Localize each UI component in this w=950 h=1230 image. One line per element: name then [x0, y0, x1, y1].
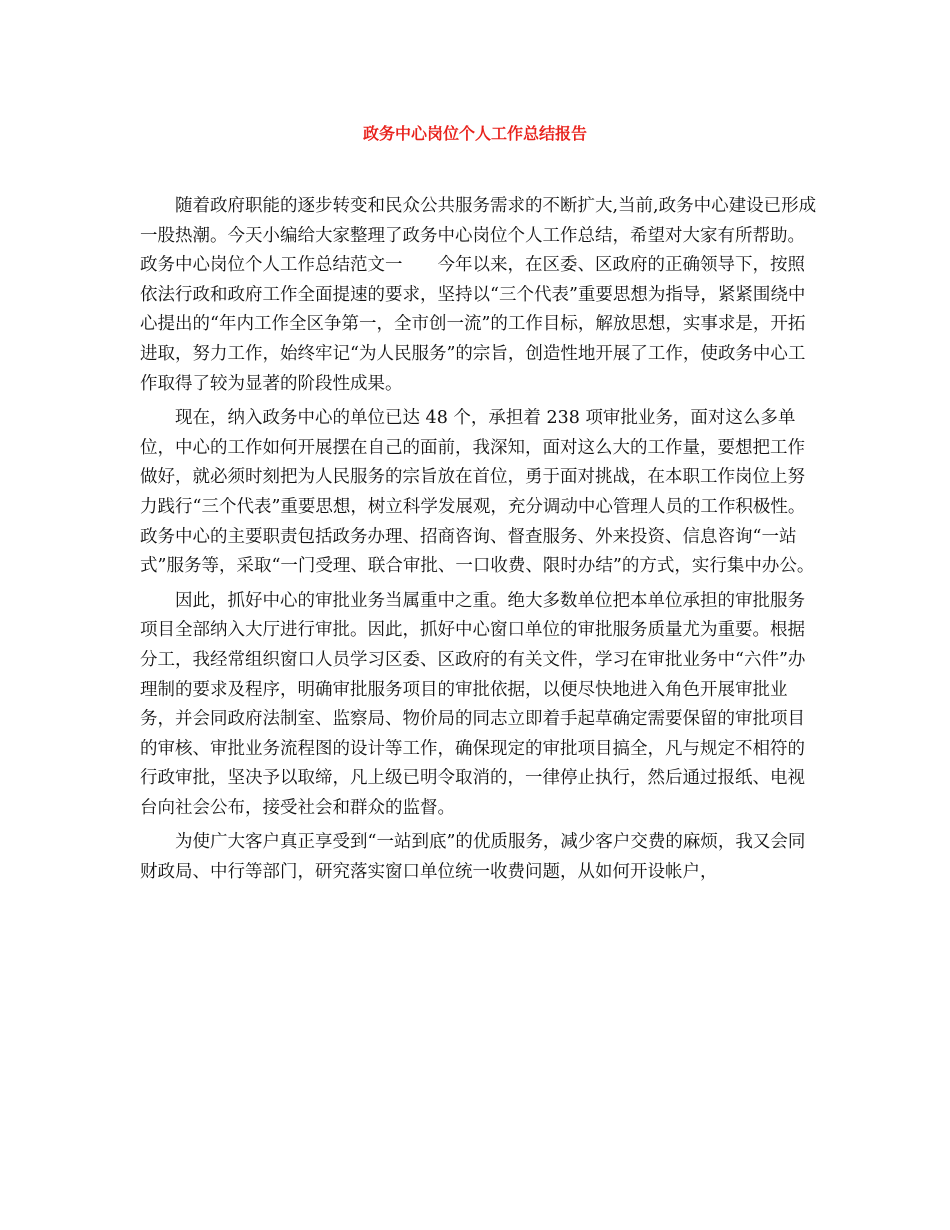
paragraph-fees: 为使广大客户真正享受到“一站到底”的优质服务，减少客户交费的麻烦，我又会同财政局、中行等部门，研究落实窗口单位统一收费问题，从如何开设帐户，: [140, 832, 806, 883]
paragraph-intro: 随着政府职能的逐步转变和民众公共服务需求的不断扩大,当前,政务中心建设已形成一股热潮。今天小编给大家整理了政务中心岗位个人工作总结，希望对大家有所帮助。: [140, 196, 817, 246]
paragraph-sample-one: 政务中心岗位个人工作总结范文一 今年以来，在区委、区政府的正确领导下，按照依法行政和政府工作全面提速的要求，坚持以“三个代表”重要思想为指导，紧紧围绕中心提出的“年内工作全区争第一，全市创一流”的工作目标，解放思想，实事求是，开拓进取，努力工作，始终牢记“为人民服务”的宗旨，创造性地开展了工作，使政务中心工作取得了较为显著的阶段性成果。: [140, 255, 806, 394]
paragraph-approval: 因此，抓好中心的审批业务当属重中之重。绝大多数单位把本单位承担的审批服务项目全部纳入大厅进行审批。因此，抓好中心窗口单位的审批服务质量尤为重要。根据分工，我经常组织窗口人员学习区委、区政府的有关文件，学习在审批业务中“六件”办理制的要求及程序，明确审批服务项目的审批依据，以便尽快地进入角色开展审批业务，并会同政府法制室、监察局、物价局的同志立即着手起草确定需要保留的审批项目的审核、审批业务流程图的设计等工作，确保现定的审批项目搞全，凡与规定不相符的行政审批，坚决予以取缔，凡上级已明令取消的，一律停止执行，然后通过报纸、电视台向社会公布，接受社会和群众的监督。: [140, 590, 806, 818]
paragraph-units: 现在，纳入政务中心的单位已达 48 个，承担着 238 项审批业务，面对这么多单位，中心的工作如何开展摆在自己的面前，我深知，面对这么大的工作量，要想把工作做好，就必须时刻把为人民服务的宗旨放在首位，勇于面对挑战，在本职工作岗位上努力践行“三个代表”重要思想，树立科学发展观，充分调动中心管理人员的工作积极性。 政务中心的主要职责包括政务办理、招商咨询、督查服务、外来投资、信息咨询“一站式”服务等，采取“一门受理、联合审批、一口收费、限时办结”的方式，实行集中办公。: [140, 408, 815, 577]
document-title: 政务中心岗位个人工作总结报告: [362, 124, 587, 143]
document-body: [140, 192, 820, 888]
